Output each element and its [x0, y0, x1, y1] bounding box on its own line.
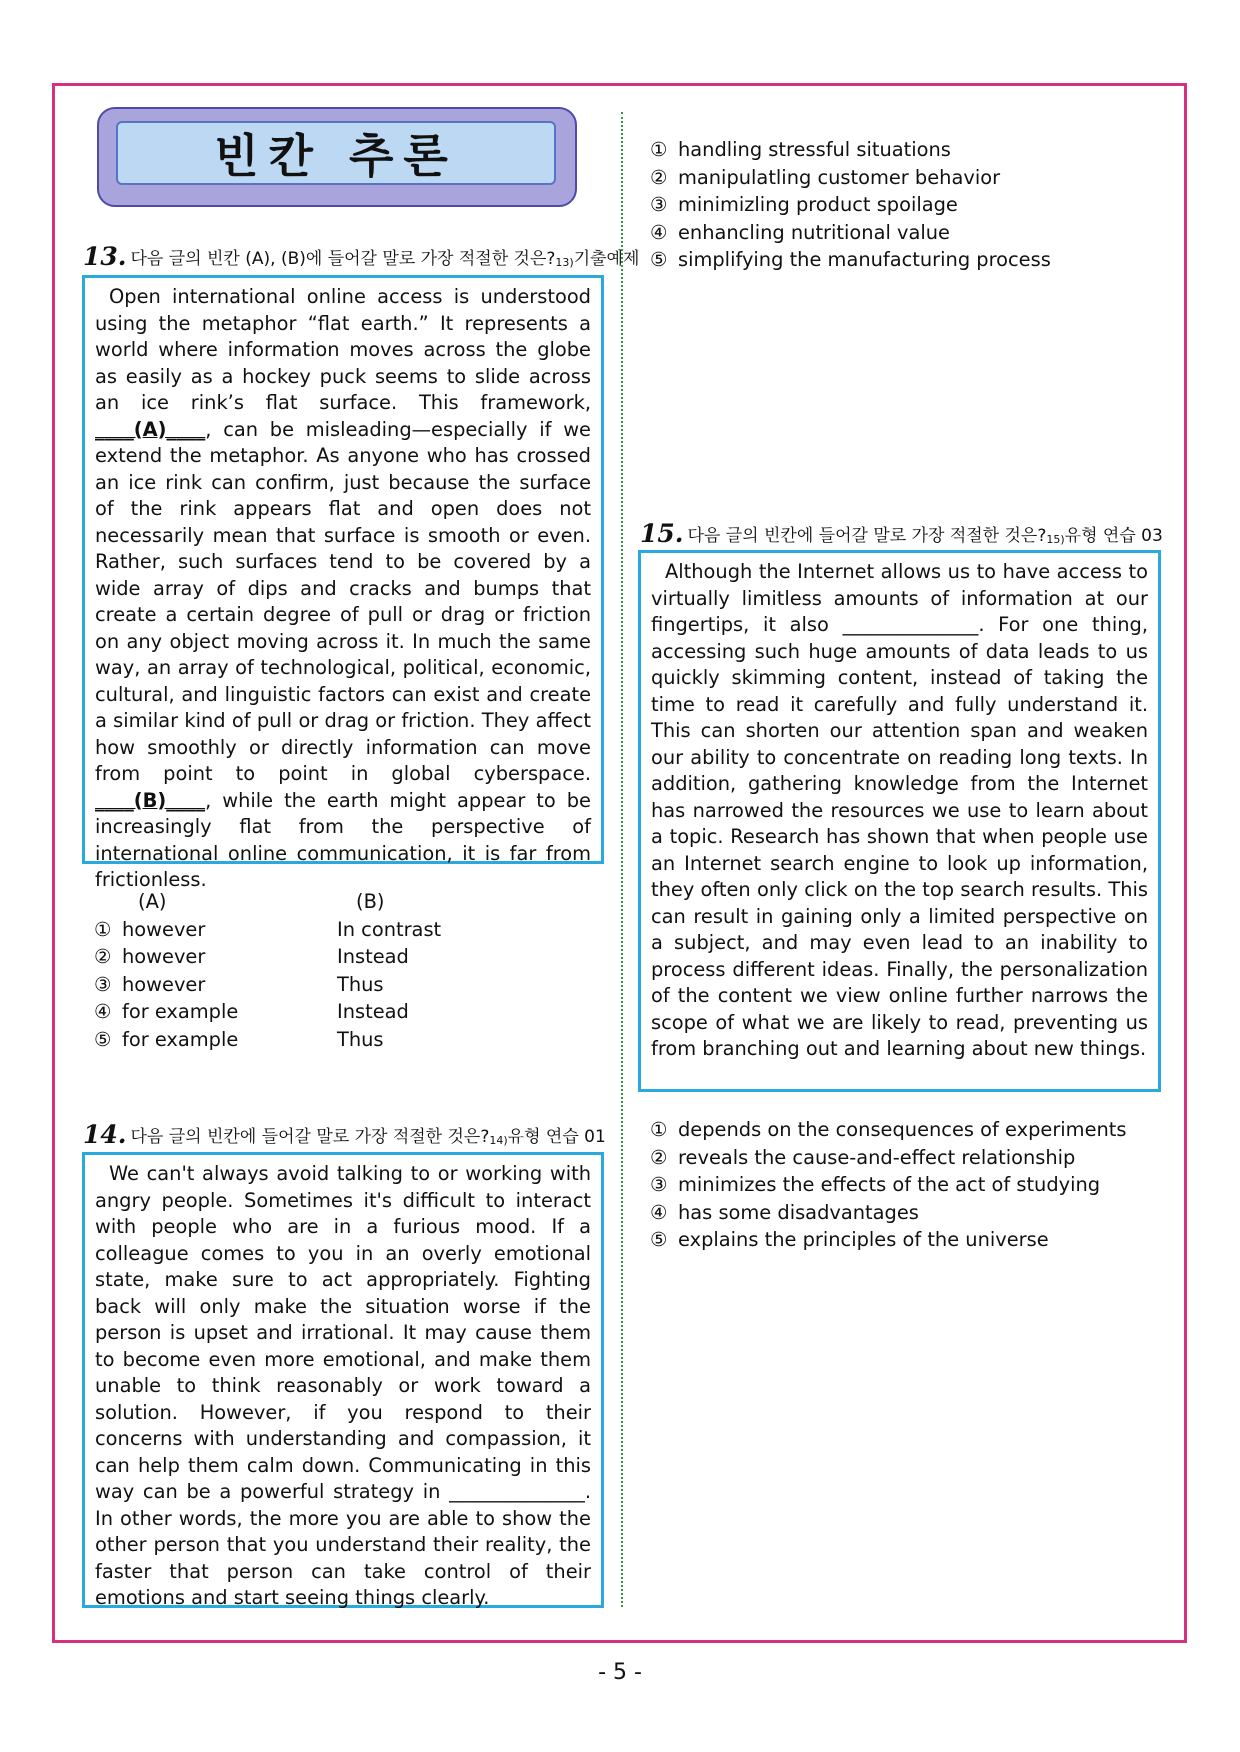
option-a: however	[122, 917, 206, 941]
q13-passage-box	[82, 275, 604, 891]
q13-options	[94, 888, 441, 1054]
q13-passage-part1: Open international online access is understood using the metaphor “flat earth.” It represents a world where information moves across the globe as easily as a hockey puck seems to slide across an ice rink’s flat surface. This framework,	[95, 285, 591, 414]
option-number: ③	[650, 193, 668, 217]
q13-passage	[95, 284, 591, 894]
option-number: ②	[650, 165, 668, 189]
option-text: depends on the consequences of experiments	[678, 1118, 1127, 1141]
option-text: simplifying the manufacturing process	[678, 248, 1051, 272]
q14-prompt: 다음 글의 빈칸에 들어갈 말로 가장 적절한 것은?	[130, 1127, 490, 1147]
option-text: reveals the cause-and-effect relationship	[678, 1145, 1076, 1169]
option-number: ①	[94, 917, 112, 941]
q13-option-4[interactable]	[94, 998, 441, 1026]
option-number: ④	[650, 220, 668, 244]
option-text: minimizes the effects of the act of studying	[678, 1173, 1101, 1197]
option-text: explains the principles of the universe	[678, 1228, 1049, 1252]
option-a: however	[122, 972, 206, 996]
option-b: Instead	[337, 1000, 409, 1024]
q15-header	[640, 521, 1163, 546]
option-number: ③	[650, 1173, 668, 1197]
q15-passage	[651, 559, 1148, 1063]
option-text: minimizling product spoilage	[678, 193, 958, 217]
option-b: Thus	[337, 972, 384, 996]
option-b: Thus	[337, 1027, 384, 1051]
column-divider	[621, 112, 623, 1607]
q13-prompt: 다음 글의 빈칸 (A), (B)에 들어갈 말로 가장 적절한 것은?	[130, 249, 556, 269]
q13-passage-part2: , can be misleading—especially if we extend the metaphor. As anyone who has crossed an ice rink can confirm, just because the surface of the rink appears flat and open does not necessarily mean that surface is smooth or even. Rather, such surfaces tend to be covered by a wide array of dips and cracks and bumps that create a certain degree of pull or drag or friction on any object moving across it. In much the same way, an array of technological, political, economic, cultural, and linguistic factors can exist and create a similar kind of pull or drag or friction. They affect how smoothly or directly information can move from point to point in global cyberspace.	[95, 417, 591, 785]
q15-passage-box	[638, 550, 1161, 1092]
section-title: 빈칸 추론	[214, 129, 458, 183]
option-a: for example	[122, 1000, 239, 1024]
option-a: for example	[122, 1027, 239, 1051]
q13-blank-a: ____(A)____	[95, 417, 206, 441]
q15-footnote: 15)	[1046, 533, 1065, 546]
option-text: handling stressful situations	[678, 138, 951, 161]
q14-source: 유형 연습 01	[507, 1127, 606, 1147]
q14-blank: ______________	[449, 1480, 585, 1503]
option-text: has some disadvantages	[678, 1200, 919, 1224]
q15-option-5[interactable]	[650, 1226, 1127, 1254]
q13-option-5[interactable]	[94, 1026, 441, 1054]
q13-blank-b: ____(B)____	[95, 788, 206, 812]
q15-option-3[interactable]	[650, 1171, 1127, 1199]
option-number: ⑤	[650, 248, 668, 272]
q14-passage	[95, 1161, 591, 1612]
option-b: In contrast	[337, 917, 442, 941]
q13-option-2[interactable]	[94, 943, 441, 971]
q14-passage-box	[82, 1152, 604, 1608]
q15-option-1[interactable]	[650, 1116, 1127, 1144]
option-number: ①	[650, 138, 668, 161]
q13-options-header	[94, 888, 441, 916]
q15-number: 15.	[640, 519, 684, 548]
q15-passage-part2: . For one thing, accessing such huge amounts of data leads to us quickly skimming content, instead of taking the time to read it carefully and fully understand it. This can shorten our attention span and weaken our ability to concentrate on reading long texts. In addition, gathering knowledge from the Internet has narrowed the resources we use to learn about a topic. Research has shown that when people use an Internet search engine to look up information, they often only click on the top search results. This can result in gaining only a limited perspective on a subject, and may even lead to an inability to process different ideas. Finally, the personalization of the content we view online further narrows the scope of what we are likely to read, preventing us from branching out and learning about new things.	[651, 613, 1148, 1060]
page-number: - 5 -	[598, 1660, 642, 1685]
q15-source: 유형 연습 03	[1064, 526, 1163, 546]
option-number: ④	[650, 1200, 668, 1224]
q14-option-5[interactable]	[650, 246, 1051, 274]
q14-number: 14.	[83, 1120, 127, 1149]
option-number: ②	[650, 1145, 668, 1169]
option-text: manipulatling customer behavior	[678, 165, 1001, 189]
q14-passage-part2: . In other words, the more you are able to show the other person that you understand their reality, the faster that person can take control of their emotions and start seeing things clearly.	[95, 1480, 591, 1609]
q13-option-1[interactable]	[94, 916, 441, 944]
q14-option-3[interactable]	[650, 191, 1051, 219]
q13-header-a: (A)	[138, 890, 167, 913]
q14-option-2[interactable]	[650, 164, 1051, 192]
option-text: enhancling nutritional value	[678, 220, 950, 244]
option-number: ⑤	[94, 1027, 112, 1051]
q13-footnote: 13)	[555, 256, 574, 269]
q15-passage-part1: Although the Internet allows us to have access to virtually limitless amounts of information at our fingertips, it also	[651, 560, 1148, 636]
option-number: ③	[94, 972, 112, 996]
q14-passage-part1: We can't always avoid talking to or working with angry people. Sometimes it's difficult to interact with people who are in a furious mood. If a colleague comes to you in an overly emotional state, make sure to act appropriately. Fighting back will only make the situation worse if the person is upset and irrational. It may cause them to become even more emotional, and make them unable to think reasonably or work toward a solution. However, if you respond to their concerns with understanding and compassion, it can help them calm down. Communicating in this way can be a powerful strategy in	[95, 1162, 591, 1503]
q14-footnote: 14)	[489, 1134, 508, 1147]
q15-option-4[interactable]	[650, 1199, 1127, 1227]
section-title-box	[97, 107, 577, 207]
q13-passage-part3: , while the earth might appear to be increasingly flat from the perspective of international online communication, it is far from frictionless.	[95, 788, 591, 891]
q14-option-4[interactable]	[650, 219, 1051, 247]
q14-header	[83, 1122, 606, 1147]
q13-number: 13.	[83, 242, 127, 271]
q15-options	[650, 1116, 1127, 1254]
option-a: however	[122, 945, 206, 969]
option-b: Instead	[337, 945, 409, 969]
option-number: ④	[94, 1000, 112, 1024]
q15-blank: ______________	[842, 613, 979, 636]
option-number: ①	[650, 1118, 668, 1141]
q14-option-1[interactable]	[650, 136, 1051, 164]
q14-options	[650, 136, 1051, 274]
section-title-inner	[116, 121, 556, 185]
option-number: ②	[94, 945, 112, 969]
q13-header-b: (B)	[356, 890, 385, 913]
option-number: ⑤	[650, 1228, 668, 1252]
q15-prompt: 다음 글의 빈칸에 들어갈 말로 가장 적절한 것은?	[687, 526, 1047, 546]
q13-header	[83, 244, 639, 269]
q13-option-3[interactable]	[94, 971, 441, 999]
q15-option-2[interactable]	[650, 1144, 1127, 1172]
q13-source: 기출예제	[573, 249, 640, 269]
